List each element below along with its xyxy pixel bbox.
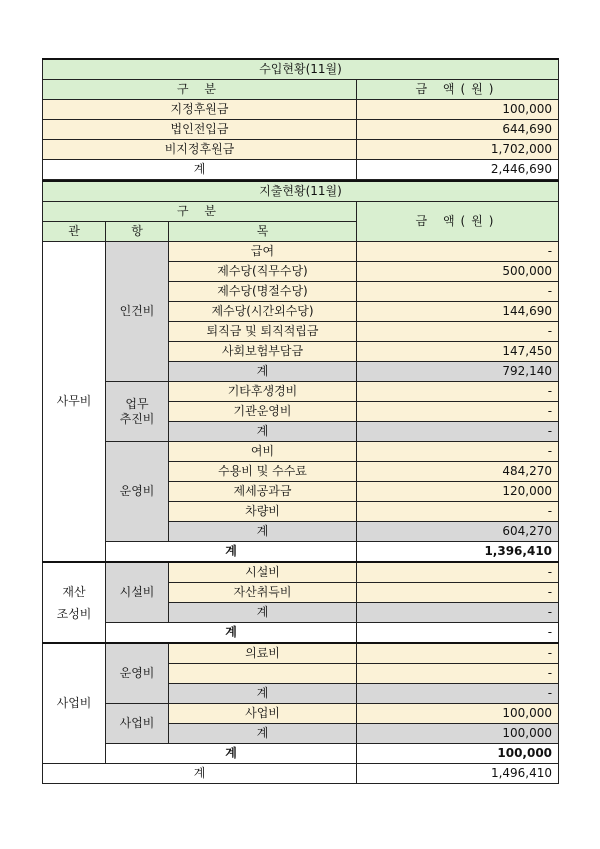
mok-item-label: 자산취득비 [169,583,357,603]
income-row-amount: 1,702,000 [357,140,559,160]
mok-item-amount: - [357,562,559,583]
mok-item-label: 기타후생경비 [169,382,357,402]
mok-item-amount: 144,690 [357,302,559,322]
gwan-project: 사업비 [43,643,106,764]
hang-subtotal-label: 계 [169,522,357,542]
mok-item-label [169,664,357,684]
hang-subtotal-label: 계 [169,422,357,442]
income-row-amount: 100,000 [357,100,559,120]
mok-item-amount: - [357,664,559,684]
hang-subtotal-label: 계 [169,724,357,744]
expense-header-category: 구 분 [43,202,357,222]
mok-item-label: 제수당(직무수당) [169,262,357,282]
hang-subtotal-amount: - [357,422,559,442]
gwan-total-amount: 100,000 [357,744,559,764]
income-table [42,58,559,180]
mok-item-label: 기관운영비 [169,402,357,422]
income-row-label: 지정후원금 [43,100,357,120]
col-mok-header: 목 [169,222,357,242]
gwan-total-label: 계 [106,542,357,563]
col-gwan-header: 관 [43,222,106,242]
income-total-amount: 2,446,690 [357,160,559,180]
mok-item-amount: - [357,402,559,422]
hang-subtotal-label: 계 [169,362,357,382]
mok-item-amount: - [357,242,559,262]
mok-item-amount: 484,270 [357,462,559,482]
mok-item-amount: 120,000 [357,482,559,502]
income-row-label: 법인전입금 [43,120,357,140]
mok-item-label: 제수당(명절수당) [169,282,357,302]
mok-item-amount: 147,450 [357,342,559,362]
hang-facility: 시설비 [106,562,169,623]
mok-item-label: 여비 [169,442,357,462]
income-title: 수입현황(11월) [43,59,559,80]
mok-item-label: 의료비 [169,643,357,664]
hang-subtotal-label: 계 [169,684,357,704]
mok-item-label: 제세공과금 [169,482,357,502]
mok-item-amount: - [357,643,559,664]
hang-subtotal-amount: 100,000 [357,724,559,744]
mok-item-label: 시설비 [169,562,357,583]
mok-item-amount: 100,000 [357,704,559,724]
mok-item-label: 수용비 및 수수료 [169,462,357,482]
grand-total-label: 계 [43,764,357,784]
mok-item-amount: 500,000 [357,262,559,282]
mok-item-amount: - [357,282,559,302]
gwan-total-amount: - [357,623,559,644]
mok-item-label: 퇴직금 및 퇴직적립금 [169,322,357,342]
gwan-total-label: 계 [106,623,357,644]
hang-project-cost: 사업비 [106,704,169,744]
expense-title: 지출현황(11월) [43,181,559,202]
gwan-total-amount: 1,396,410 [357,542,559,563]
income-row-amount: 644,690 [357,120,559,140]
grand-total-amount: 1,496,410 [357,764,559,784]
hang-personnel: 인건비 [106,242,169,382]
hang-business-promotion: 업무 추진비 [106,382,169,442]
mok-item-label: 차량비 [169,502,357,522]
expense-table [42,180,559,784]
income-row-label: 비지정후원금 [43,140,357,160]
gwan-office: 사무비 [43,242,106,563]
hang-subtotal-amount: 792,140 [357,362,559,382]
income-total-label: 계 [43,160,357,180]
mok-item-amount: - [357,502,559,522]
income-header-amount: 금 액(원) [357,80,559,100]
mok-item-amount: - [357,322,559,342]
hang-subtotal-amount: - [357,603,559,623]
gwan-property: 재산 조성비 [43,562,106,643]
hang-subtotal-label: 계 [169,603,357,623]
hang-subtotal-amount: - [357,684,559,704]
mok-item-label: 사업비 [169,704,357,724]
expense-header-amount: 금 액(원) [357,202,559,242]
mok-item-label: 급여 [169,242,357,262]
income-header-category: 구 분 [43,80,357,100]
col-hang-header: 항 [106,222,169,242]
mok-item-amount: - [357,583,559,603]
hang-project-operating: 운영비 [106,643,169,704]
mok-item-label: 사회보험부담금 [169,342,357,362]
mok-item-label: 제수당(시간외수당) [169,302,357,322]
mok-item-amount: - [357,442,559,462]
gwan-total-label: 계 [106,744,357,764]
hang-operating: 운영비 [106,442,169,542]
hang-subtotal-amount: 604,270 [357,522,559,542]
mok-item-amount: - [357,382,559,402]
